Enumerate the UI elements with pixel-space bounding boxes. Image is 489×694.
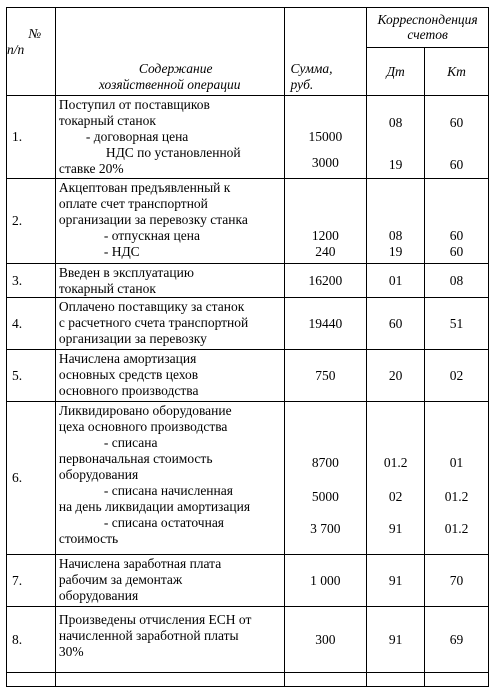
row-description	[55, 555, 284, 607]
row-sum: 16200	[284, 264, 367, 298]
operations-table	[6, 7, 489, 687]
debit-value: 02	[388, 489, 403, 504]
table-row	[7, 607, 489, 673]
header-sum	[284, 8, 367, 96]
row-credit	[425, 673, 489, 687]
description-line: стоимость	[58, 531, 119, 546]
row-sum: 300	[284, 607, 367, 673]
row-credit	[425, 402, 489, 555]
row-number: 5.	[7, 350, 56, 402]
row-credit: 51	[425, 298, 489, 350]
credit-value: 60	[449, 115, 464, 130]
table-row-continuation	[7, 673, 489, 687]
row-description	[55, 264, 284, 298]
sum-value: 8700	[311, 455, 339, 470]
description-line: - списана	[103, 435, 158, 450]
sum-value: 1200	[311, 228, 339, 243]
debit-value: 19	[388, 244, 403, 259]
sum-value: 3000	[311, 155, 339, 170]
header-row	[7, 8, 489, 48]
description-line: основных средств цехов	[58, 367, 199, 382]
row-credit: 70	[425, 555, 489, 607]
row-debit	[367, 673, 425, 687]
description-line: оплате счет транспортной	[58, 196, 208, 211]
row-debit	[367, 402, 425, 555]
description-line: Произведены отчисления ЕСН от	[58, 612, 252, 627]
credit-value: 01.2	[444, 521, 469, 536]
description-line: оборудования	[58, 588, 139, 603]
description-line: начисленной заработной платы	[58, 628, 239, 643]
header-description	[55, 8, 284, 96]
row-debit	[367, 96, 425, 179]
row-description	[55, 402, 284, 555]
row-sum	[284, 673, 367, 687]
row-sum: 19440	[284, 298, 367, 350]
row-credit	[425, 179, 489, 264]
row-number: 2.	[7, 179, 56, 264]
row-number: 3.	[7, 264, 56, 298]
header-description-line1: Содержание	[138, 61, 213, 76]
row-credit: 02	[425, 350, 489, 402]
debit-value: 01.2	[383, 455, 408, 470]
table-row	[7, 402, 489, 555]
description-line: - договорная цена	[85, 129, 189, 144]
row-sum	[284, 402, 367, 555]
sum-value: 3 700	[310, 521, 341, 536]
debit-value: 08	[388, 115, 403, 130]
row-debit: 20	[367, 350, 425, 402]
row-description	[55, 350, 284, 402]
header-description-line2: хозяйственной операции	[98, 77, 241, 92]
table-row	[7, 350, 489, 402]
row-sum	[284, 179, 367, 264]
sum-value: 15000	[308, 129, 343, 144]
description-line: ставке 20%	[58, 161, 124, 176]
description-line: - НДС	[103, 244, 140, 259]
description-line: токарный станок	[58, 113, 156, 128]
row-number: 6.	[7, 402, 56, 555]
row-description	[55, 179, 284, 264]
row-description	[55, 607, 284, 673]
header-debit: Дт	[367, 48, 425, 96]
debit-value: 91	[388, 521, 403, 536]
row-debit: 01	[367, 264, 425, 298]
description-line: на день ликвидации амортизация	[58, 499, 251, 514]
row-description	[55, 298, 284, 350]
description-line: - списана начисленная	[103, 483, 233, 498]
row-sum: 1 000	[284, 555, 367, 607]
description-line: - отпускная цена	[103, 228, 200, 243]
table-row	[7, 179, 489, 264]
credit-value: 60	[449, 244, 464, 259]
header-number-line2: п/п	[7, 42, 25, 57]
description-line: Начислена амортизация	[58, 351, 197, 366]
description-line: 30%	[58, 644, 84, 659]
header-sum-line1: Сумма,	[290, 61, 333, 76]
description-line: с расчетного счета транспортной	[58, 315, 249, 330]
description-line: Ликвидировано оборудование	[58, 403, 232, 418]
description-line: организации за перевозку	[58, 331, 207, 346]
description-line: Поступил от поставщиков	[58, 97, 210, 112]
row-debit: 60	[367, 298, 425, 350]
description-line: цеха основного производства	[58, 419, 228, 434]
row-number: 1.	[7, 96, 56, 179]
header-credit: Кт	[425, 48, 489, 96]
debit-value: 19	[388, 157, 403, 172]
description-line: Введен в эксплуатацию	[58, 265, 194, 280]
description-line: - списана остаточная	[103, 515, 225, 530]
credit-value: 01	[449, 455, 464, 470]
row-credit	[425, 96, 489, 179]
row-description	[55, 673, 284, 687]
description-line: Акцептован предъявленный к	[58, 180, 231, 195]
description-line: Оплачено поставщику за станок	[58, 299, 245, 314]
row-sum: 750	[284, 350, 367, 402]
row-number	[7, 673, 56, 687]
debit-value: 08	[388, 228, 403, 243]
table-row	[7, 264, 489, 298]
row-debit	[367, 179, 425, 264]
row-number: 8.	[7, 607, 56, 673]
credit-value: 01.2	[444, 489, 469, 504]
description-line: НДС по установленной	[105, 145, 241, 160]
row-debit: 91	[367, 555, 425, 607]
header-number	[7, 8, 56, 96]
description-line: первоначальная стоимость	[58, 451, 213, 466]
header-correspondence-line2: счетов	[407, 27, 448, 42]
row-debit: 91	[367, 607, 425, 673]
description-line: токарный станок	[58, 281, 156, 296]
description-line: оборудования	[58, 467, 139, 482]
table-row	[7, 555, 489, 607]
description-line: Начислена заработная плата	[58, 556, 222, 571]
credit-value: 60	[449, 228, 464, 243]
row-description	[55, 96, 284, 179]
credit-value: 60	[449, 157, 464, 172]
row-credit: 69	[425, 607, 489, 673]
description-line: организации за перевозку станка	[58, 212, 248, 227]
header-correspondence	[367, 8, 489, 48]
header-number-line1: №	[28, 26, 42, 41]
header-correspondence-line1: Корреспонденция	[377, 12, 478, 27]
description-line: основного производства	[58, 383, 199, 398]
table-row	[7, 96, 489, 179]
row-number: 4.	[7, 298, 56, 350]
row-sum	[284, 96, 367, 179]
row-credit: 08	[425, 264, 489, 298]
sum-value: 240	[315, 244, 336, 259]
table-row	[7, 298, 489, 350]
sum-value: 5000	[311, 489, 339, 504]
description-line: рабочим за демонтаж	[58, 572, 183, 587]
row-number: 7.	[7, 555, 56, 607]
header-sum-line2: руб.	[290, 77, 314, 92]
